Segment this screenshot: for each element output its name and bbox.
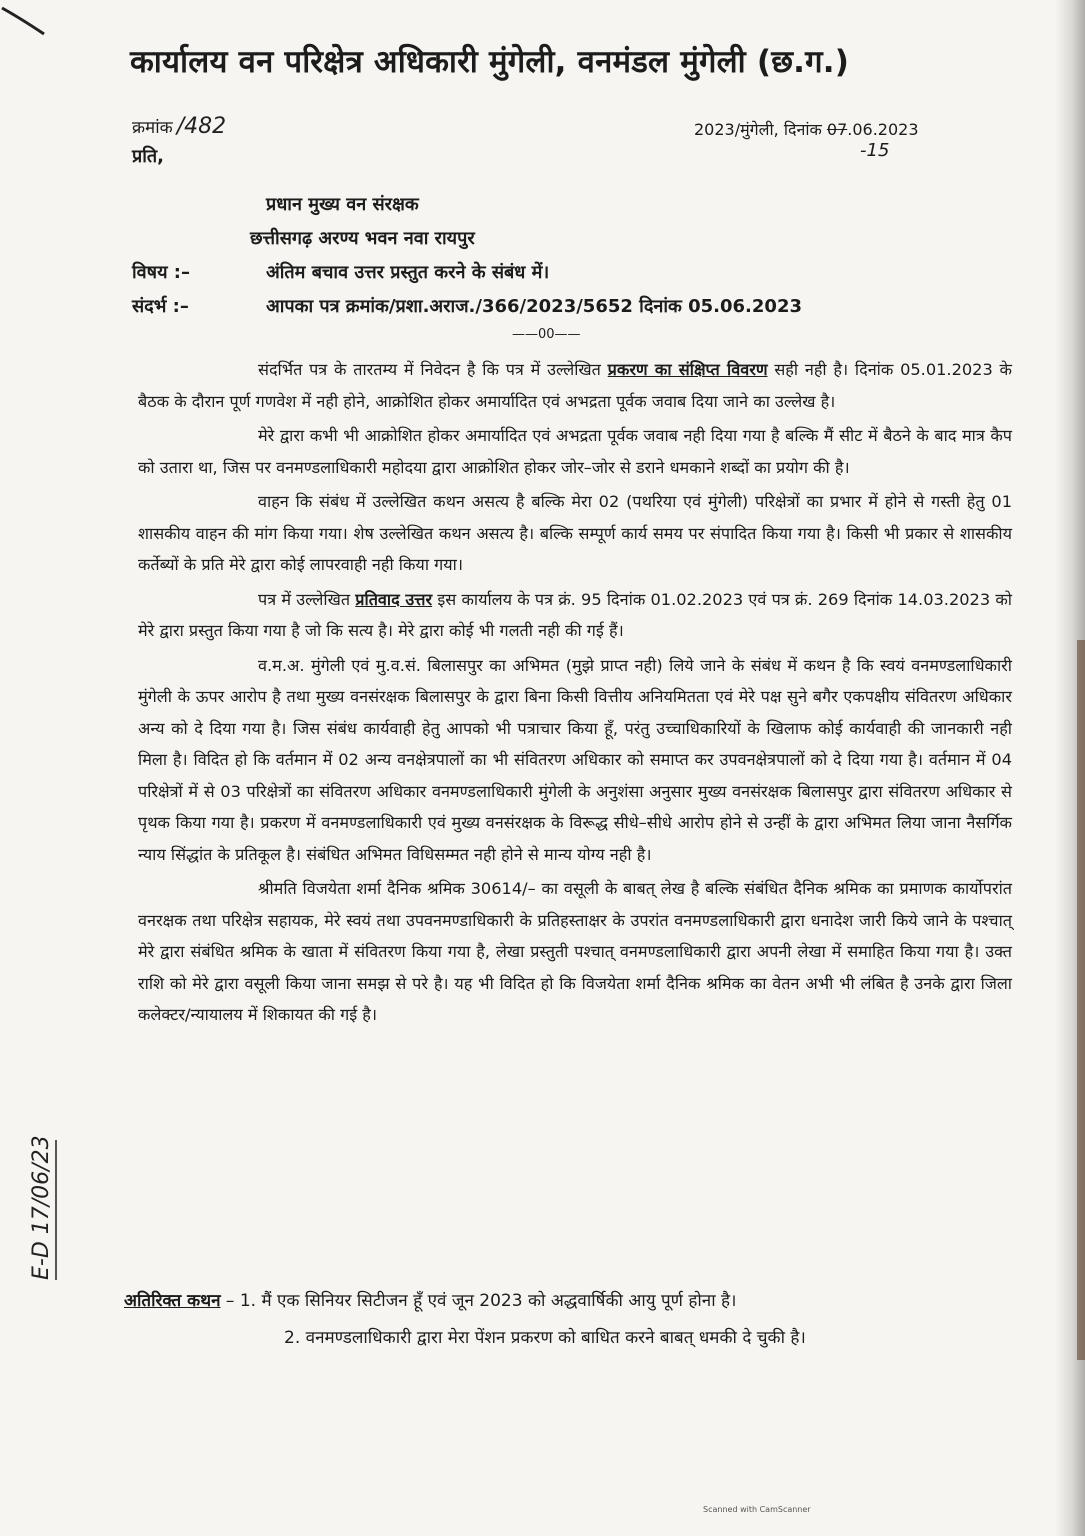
paragraph-6: श्रीमति विजयेता शर्मा दैनिक श्रमिक 30614/– का वसूली के बाबत् लेख है बल्कि संबंधित दैनिक श्रमिक का प्रमाणक कार्योपरांत वनरक्षक तथा परिक्षेत्र सहायक, मेरे स्वयं तथा उपवनमण्डाधिकारी के प्रतिहस्ताक्षर के उपरांत वनमण्डलाधिकारी द्वारा धनादेश जारी किये जाने के पश्चात् मेरे द्वारा संबंधित श्रमिक के खाता में संवितरण किया गया है, लेखा प्रस्तुती पश्चात् वनमण्डलाधिकारी द्वारा अपनी लेखा में समाहित किया गया है। उक्त राशि को मेरे द्वारा वसूली किया जाना समझ से परे है। यह भी विदित हो कि विजयेता शर्मा दैनिक श्रमिक का वेतन अभी भी लंबित है उनके द्वारा जिला कलेक्टर/न्यायालय में शिकायत की गई है। — [138, 879, 1012, 1024]
subject-label: विषय :– — [132, 262, 190, 283]
date-struck-day: 07 — [826, 120, 848, 139]
corner-pen-mark — [0, 0, 60, 40]
paragraph-2: मेरे द्वारा कभी भी आक्रोशित होकर अमार्यादित एवं अभद्रता पूर्वक जवाब नही दिया गया है बल्कि मैं सीट में बैठने के बाद मात्र कैप को उतारा था, जिस पर वनमण्डलाधिकारी महोदया द्वारा आक्रोशित होकर जोर–जोर से डराने धमकाने शब्दों का प्रयोग की है। — [138, 426, 1012, 477]
recipient-address: छत्तीसगढ़ अरण्य भवन नवा रायपुर — [250, 228, 475, 249]
date-handwritten-correction: -15 — [860, 140, 890, 161]
letter-number-label: क्रमांक — [132, 118, 173, 138]
reference-text: आपका पत्र क्रमांक/प्रशा.अराज./366/2023/5652 दिनांक 05.06.2023 — [266, 296, 802, 317]
additional-label: अतिरिक्त कथन — [124, 1291, 221, 1311]
separator: ——00—— — [512, 327, 581, 342]
additional-statement: अतिरिक्त कथन – 1. मैं एक सिनियर सिटीजन हूँ एवं जून 2023 को अद्धवार्षिकी आयु पूर्ण होना है। — [124, 1291, 737, 1311]
margin-handwritten-note — [18, 1130, 88, 1290]
paragraph-1: संदर्भित पत्र के तारतम्य में निवेदन है कि पत्र में उल्लेखित प्रकरण का संक्षिप्त विवरण सही नही है। दिनांक 05.01.2023 के बैठक के दौरान पूर्ण गणवेश में नही होने, आक्रोशित होकर अमार्यादित एवं अभद्रता पूर्वक जवाब दिया जाने का उल्लेख है। — [138, 360, 1012, 411]
office-header: कार्यालय वन परिक्षेत्र अधिकारी मुंगेली, वनमंडल मुंगेली (छ.ग.) — [130, 44, 850, 80]
letter-number — [132, 114, 226, 139]
underlined-phrase: प्रकरण का संक्षिप्त विवरण — [607, 360, 768, 379]
page-edge-strip — [1077, 640, 1085, 1360]
scanner-watermark: Scanned with CamScanner — [703, 1505, 811, 1514]
margin-note-text: E-D 17/06/23 — [29, 1135, 54, 1280]
additional-item-2: 2. वनमण्डलाधिकारी द्वारा मेरा पेंशन प्रकरण को बाधित करने बाबत् धमकी दे चुकी है। — [284, 1328, 806, 1348]
paragraph-5: व.म.अ. मुंगेली एवं मु.व.सं. बिलासपुर का अभिमत (मुझे प्राप्त नही) लिये जाने के संबंध में कथन है कि स्वयं वनमण्डलाधिकारी मुंगेली के ऊपर आरोप है तथा मुख्य वनसंरक्षक बिलासपुर के द्वारा बिना किसी वित्तीय अनियमितता एवं मेरे पक्ष सुने बगैर एकपक्षीय संवितरण अधिकार अन्य को दे दिया गया है। जिस संबंध कार्यवाही हेतु आपको भी पत्राचार किया हूँ, परंतु उच्चाधिकारियों के खिलाफ कोई कार्यवाही की जानकारी नही मिला है। विदित हो कि वर्तमान में 02 अन्य वनक्षेत्रपालों का भी संवितरण अधिकार को समाप्त कर उपवनक्षेत्रपालों को दे दिया गया है। वर्तमान में 04 परिक्षेत्रों में से 03 परिक्षेत्रों का संवितरण अधिकार वनमण्डलाधिकारी मुंगेली के अनुशंसा अनुसार मुख्य वनसंरक्षक बिलासपुर द्वारा संवितरण अधिकार से पृथक किया गया है। प्रकरण में वनमण्डलाधिकारी एवं मुख्य वनसंरक्षक के विरूद्ध सीधे–सीधे आरोप होने से उन्हीं के द्वारा अभिमत लिया जाना नैसर्गिक न्याय सिंद्धांत के प्रतिकूल है। संबंधित अभिमत विधिसम्मत नही होने से मान्य योग्य नही है। — [138, 655, 1012, 864]
recipient-designation: प्रधान मुख्य वन संरक्षक — [266, 194, 419, 215]
paragraph-3: वाहन कि संबंध में उल्लेखित कथन असत्य है बल्कि मेरा 02 (पथरिया एवं मुंगेली) परिक्षेत्रों का प्रभार में होने से गस्ती हेतु 01 शासकीय वाहन की मांग किया गया। शेष उल्लेखित कथन असत्य है। बल्कि सम्पूर्ण कार्य समय पर संपादित किया गया है। किसी भी प्रकार से शासकीय कर्तेब्यों के प्रति मेरे द्वारा कोई लापरवाही नही किया गया। — [138, 492, 1012, 574]
letter-body — [138, 354, 1012, 1034]
letter-date — [694, 118, 919, 140]
letter-number-handwritten: /482 — [176, 114, 227, 139]
recipient-prefix: प्रति, — [132, 146, 165, 167]
underlined-phrase: प्रतिवाद उत्तर — [355, 589, 433, 609]
date-prefix: 2023/मुंगेली, दिनांक — [694, 120, 827, 139]
date-suffix: .06.2023 — [847, 120, 919, 139]
subject-text: अंतिम बचाव उत्तर प्रस्तुत करने के संबंध में। — [266, 262, 550, 283]
reference-label: संदर्भ :– — [132, 296, 189, 317]
paragraph-4: पत्र में उल्लेखित प्रतिवाद उत्तर इस कार्यालय के पत्र क्रं. 95 दिनांक 01.02.2023 एवं पत्र क्रं. 269 दिनांक 14.03.2023 को मेरे द्वारा प्रस्तुत किया गया है जो कि सत्य है। मेरे द्वारा कोई भी गलती नही की गई हैं। — [138, 589, 1012, 640]
additional-item-1: 1. मैं एक सिनियर सिटीजन हूँ एवं जून 2023 को अद्धवार्षिकी आयु पूर्ण होना है। — [239, 1291, 737, 1311]
